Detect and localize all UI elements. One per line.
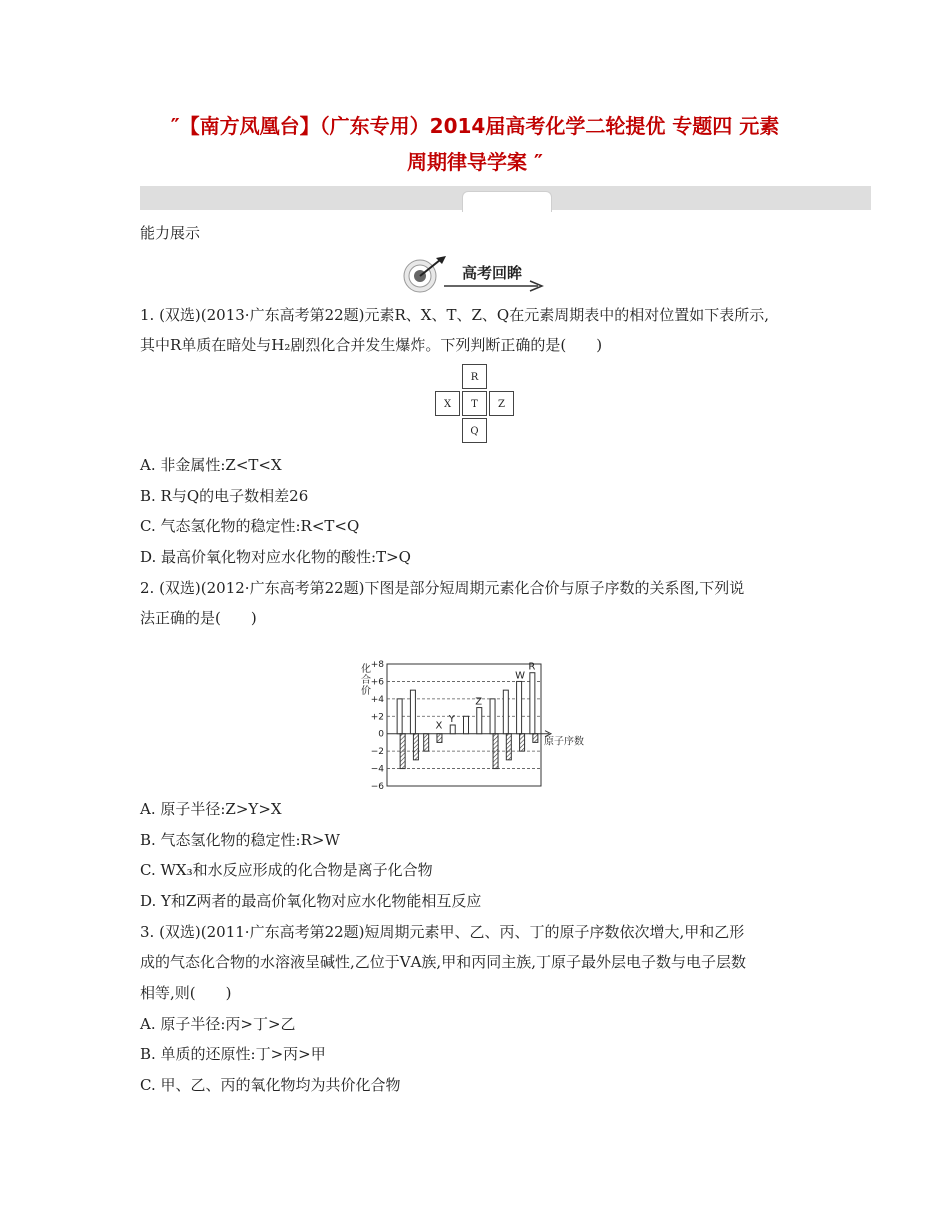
cell-t: T	[462, 391, 487, 416]
y-tick-label: +6	[370, 677, 384, 688]
periodic-position-table	[435, 364, 515, 444]
bar-negative	[506, 734, 511, 760]
title-line-1: ″【南方凤凰台】（广东专用）2014届高考化学二轮提优 专题四 元素	[170, 114, 780, 138]
q3-line-2: 成的气态化合物的水溶液呈碱性,乙位于ⅤA族,甲和丙同主族,丁原子最外层电子数与电子层数	[140, 953, 746, 971]
bar-negative	[493, 734, 498, 769]
q2-line-2: 法正确的是( )	[140, 609, 257, 627]
bar-positive	[517, 681, 522, 733]
cell-q: Q	[462, 418, 487, 443]
q1-option-b: B. R与Q的电子数相差26	[140, 487, 309, 505]
bar-positive	[397, 699, 402, 734]
q1-line-2: 其中R单质在暗处与H₂剧烈化合并发生爆炸。下列判断正确的是( )	[140, 336, 603, 354]
bar-positive	[490, 699, 495, 734]
q1-line-1: 1. (双选)(2013·广东高考第22题)元素R、X、T、Z、Q在元素周期表中的相对位置如下表所示,	[140, 306, 769, 324]
q3-option-c: C. 甲、乙、丙的氧化物均为共价化合物	[140, 1076, 401, 1094]
y-tick-label: 0	[378, 729, 384, 740]
bar-negative	[520, 734, 525, 751]
bar-positive	[450, 725, 455, 734]
q2-option-c: C. WX₃和水反应形成的化合物是离子化合物	[140, 861, 433, 879]
bar-positive	[477, 708, 482, 734]
x-axis-label: 原子序数	[544, 736, 584, 748]
y-tick-label: −4	[370, 764, 384, 775]
q2-option-a: A. 原子半径:Z>Y>X	[140, 800, 282, 818]
bar-positive	[410, 690, 415, 734]
bar-positive	[503, 690, 508, 734]
gaokao-badge	[400, 256, 546, 296]
bar-positive	[464, 716, 469, 733]
y-axis-label-char: 化	[361, 664, 371, 675]
y-tick-label: −2	[370, 747, 384, 758]
bar-negative	[413, 734, 418, 760]
bar-negative	[437, 734, 442, 743]
element-label: R	[528, 661, 536, 673]
document-title	[110, 108, 840, 180]
y-tick-label: +4	[370, 694, 384, 705]
y-axis-label-char: 合	[361, 675, 371, 686]
cell-x: X	[435, 391, 460, 416]
element-label: X	[435, 720, 443, 732]
q3-line-3: 相等,则( )	[140, 984, 232, 1002]
header-tab	[462, 191, 552, 212]
bar-negative	[400, 734, 405, 769]
bar-negative	[424, 734, 429, 751]
element-label: Y	[448, 714, 455, 725]
y-axis-label-char: 价	[361, 686, 371, 697]
q3-line-1: 3. (双选)(2011·广东高考第22题)短周期元素甲、乙、丙、丁的原子序数依次增大,甲和乙形	[140, 923, 745, 941]
q3-option-a: A. 原子半径:丙>丁>乙	[140, 1015, 296, 1033]
bar-positive	[530, 673, 535, 734]
header-bar	[140, 186, 871, 210]
section-label: 能力展示	[140, 224, 201, 242]
q1-option-c: C. 气态氢化物的稳定性:R<T<Q	[140, 517, 360, 535]
badge-label: 高考回眸	[462, 264, 523, 282]
q1-option-d: D. 最高价氧化物对应水化物的酸性:T>Q	[140, 548, 411, 566]
cell-z: Z	[489, 391, 514, 416]
y-tick-label: +2	[370, 712, 384, 723]
element-label: W	[515, 670, 525, 682]
valence-chart	[353, 660, 603, 792]
y-tick-label: +8	[370, 660, 384, 670]
q1-option-a: A. 非金属性:Z<T<X	[140, 456, 282, 474]
bar-negative	[533, 734, 538, 743]
q2-option-d: D. Y和Z两者的最高价氧化物对应水化物能相互反应	[140, 892, 482, 910]
cell-r: R	[462, 364, 487, 389]
q2-line-1: 2. (双选)(2012·广东高考第22题)下图是部分短周期元素化合价与原子序数的关系图,下列说	[140, 579, 745, 597]
title-line-2: 周期律导学案 ″	[407, 150, 543, 174]
valence-chart-svg	[353, 660, 603, 792]
y-tick-label: −6	[370, 782, 384, 792]
q3-option-b: B. 单质的还原性:丁>丙>甲	[140, 1045, 326, 1063]
element-label: Z	[475, 696, 483, 708]
q2-option-b: B. 气态氢化物的稳定性:R>W	[140, 831, 340, 849]
